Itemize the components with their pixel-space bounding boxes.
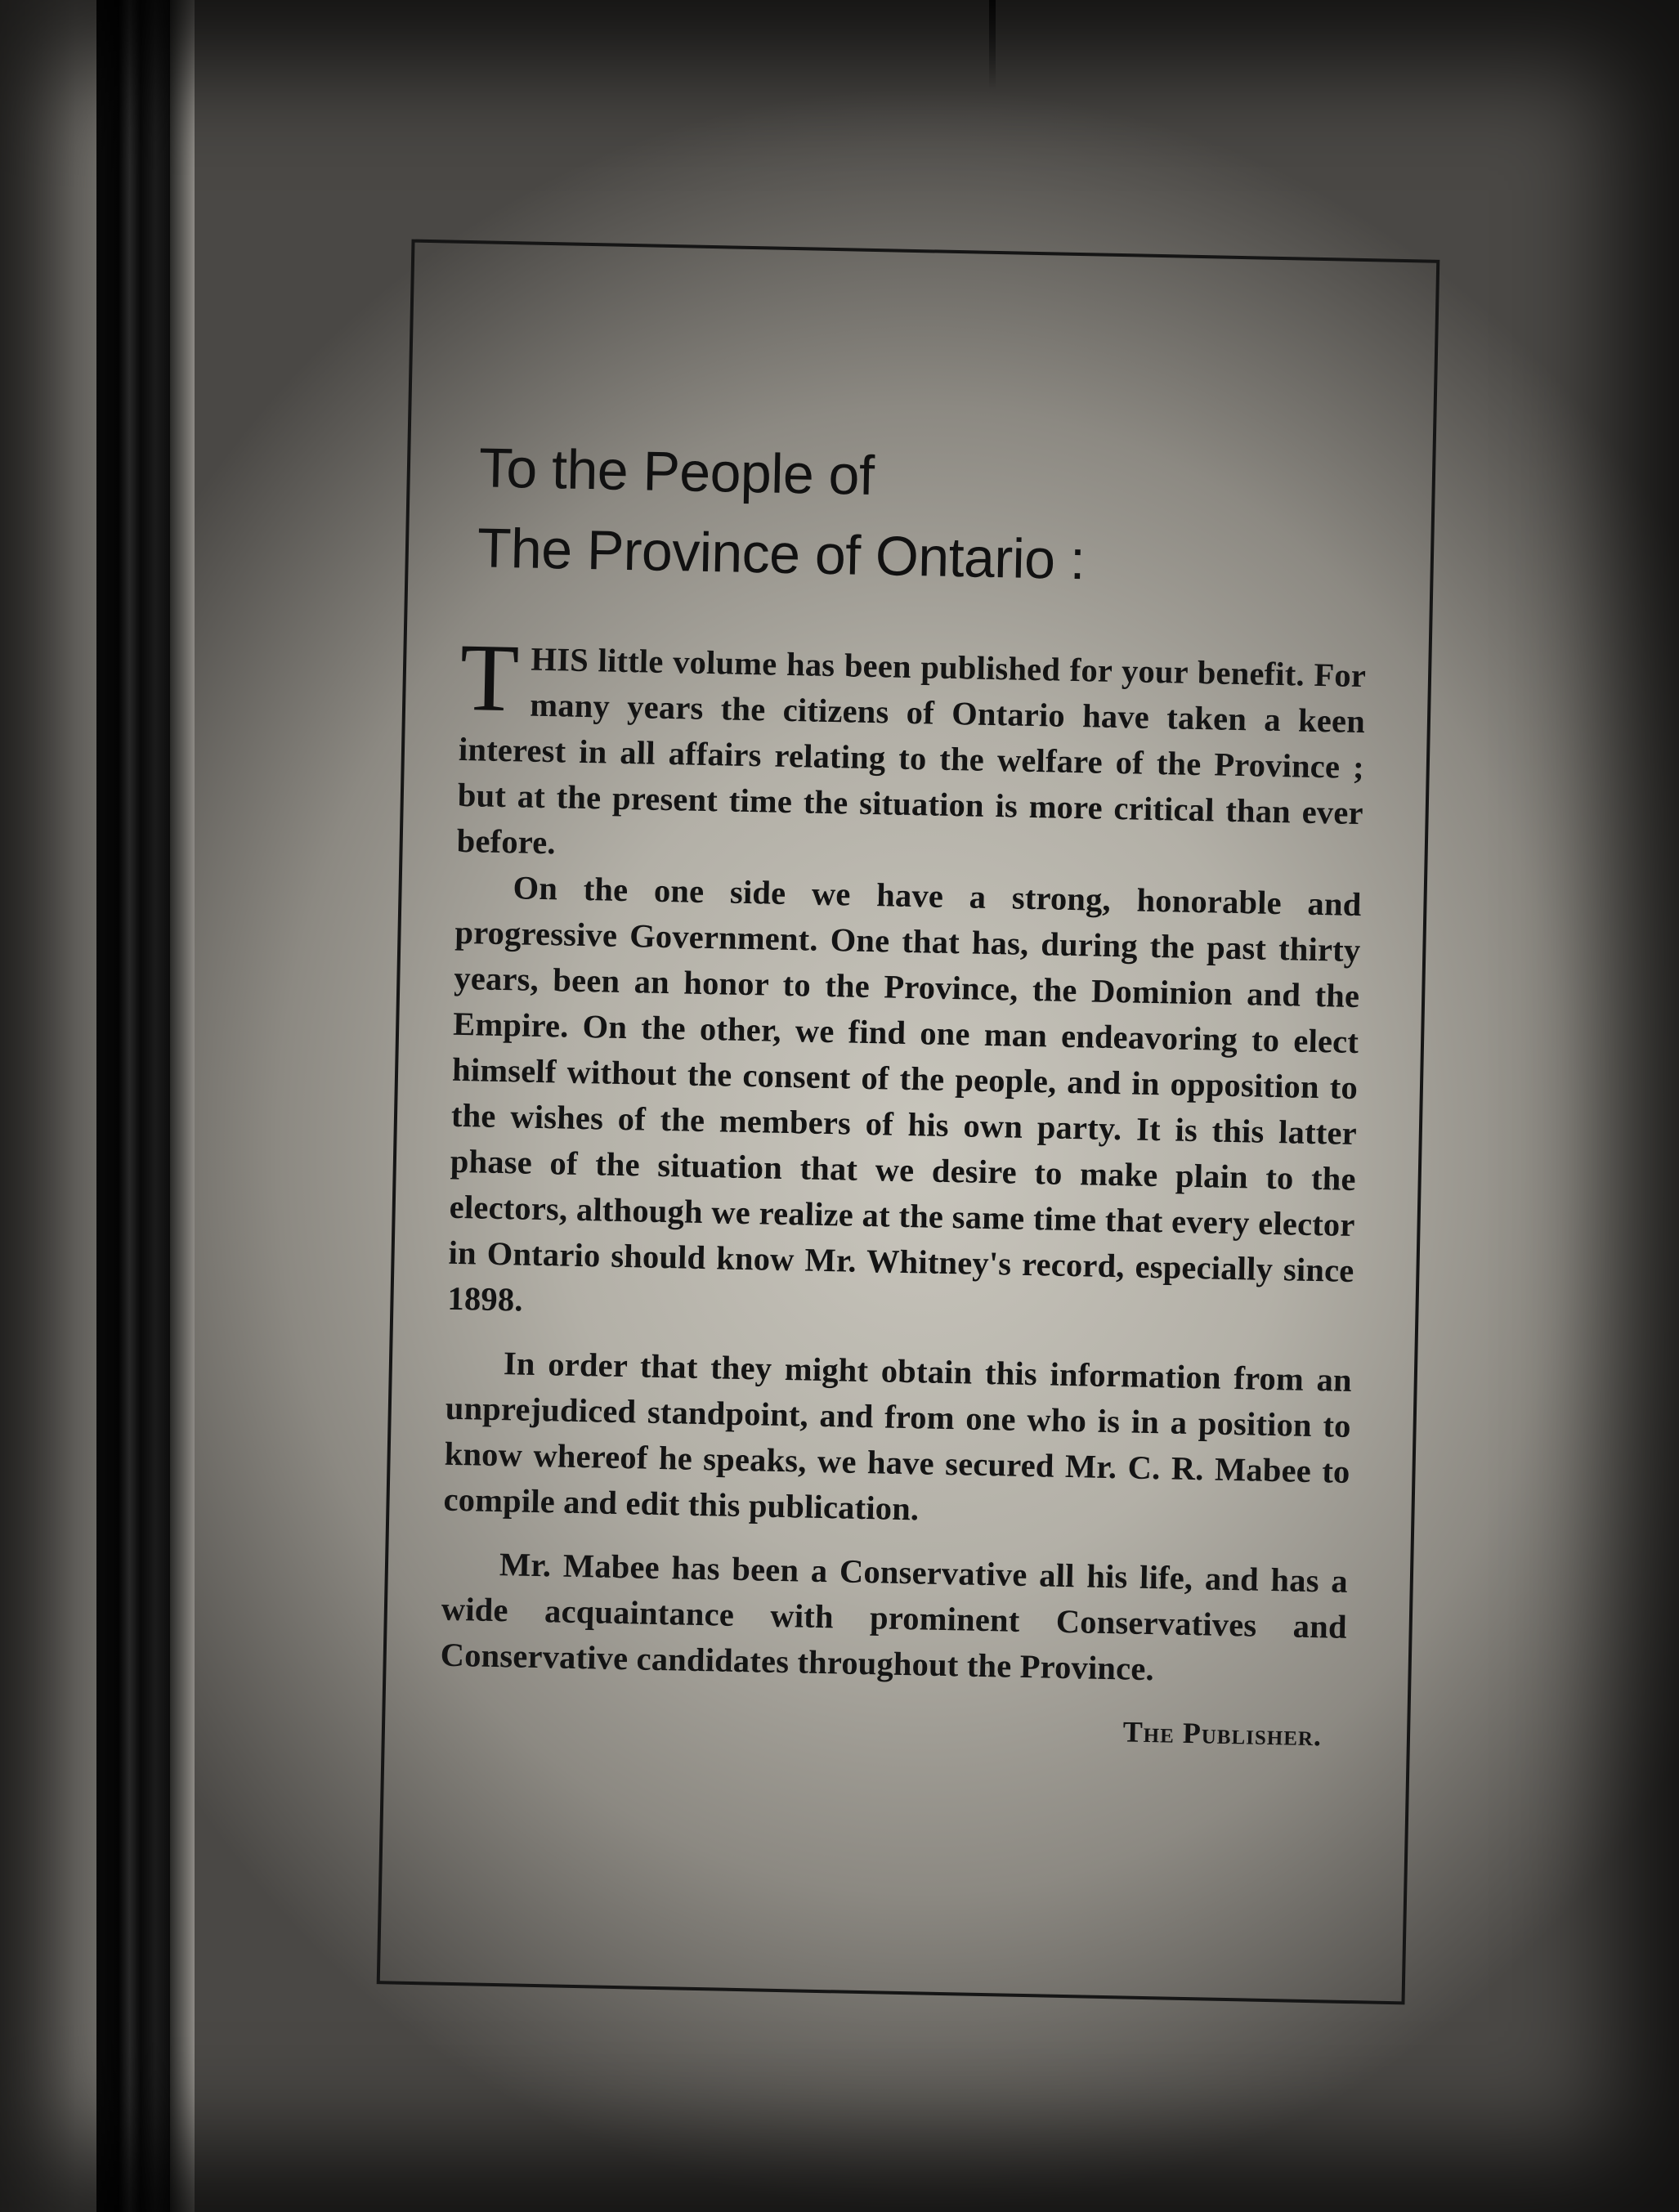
- intro-text: little volume has been published for your benefit. For many years the citizens of Ontario have taken a keen interest in all affairs relating to the welfare of the Province ; but at the present time the situation is more critical than ever before.: [456, 642, 1367, 862]
- notice-content: [439, 428, 1371, 1753]
- intro-lead-word: HIS: [531, 640, 589, 679]
- notice-frame: [377, 240, 1440, 2005]
- title-line-2: The Province of Ontario :: [477, 517, 1086, 592]
- paragraph-information: In order that they might obtain this information from an unprejudiced standpoint, and from one who is in a position to know whereof he speaks, we have secured Mr. C. R. Mabee to compile and edit this publication.: [443, 1345, 1353, 1528]
- drop-cap: T: [459, 623, 521, 732]
- paragraph-government: On the one side we have a strong, honorable and progressive Government. One that has, during the past thirty years, been an honor to the Province, the Dominion and the Empire. On the other, we find one man endeavoring to elect himself without the consent of the people, and in opposition to the wishes of the members of his own party. It is this latter phase of the situation that we desire to make plain to the electors, although we realize at the same time that every elector in Ontario should know Mr. Whitney's record, especially since 1898.: [447, 869, 1362, 1319]
- publisher-signature: The Publisher.: [1122, 1715, 1323, 1753]
- paper-fold: [989, 0, 996, 90]
- book-spine: [96, 0, 170, 2212]
- spine-edge: [170, 0, 195, 2212]
- paragraph-intro: [456, 623, 1367, 882]
- paragraph-mabee: Mr. Mabee has been a Conservative all his life, and has a wide acquaintance with prominent Conservatives and Conservative candidates throughout the Province.: [440, 1546, 1349, 1688]
- title-line-1: To the People of: [478, 437, 875, 507]
- page-title: [462, 428, 1371, 606]
